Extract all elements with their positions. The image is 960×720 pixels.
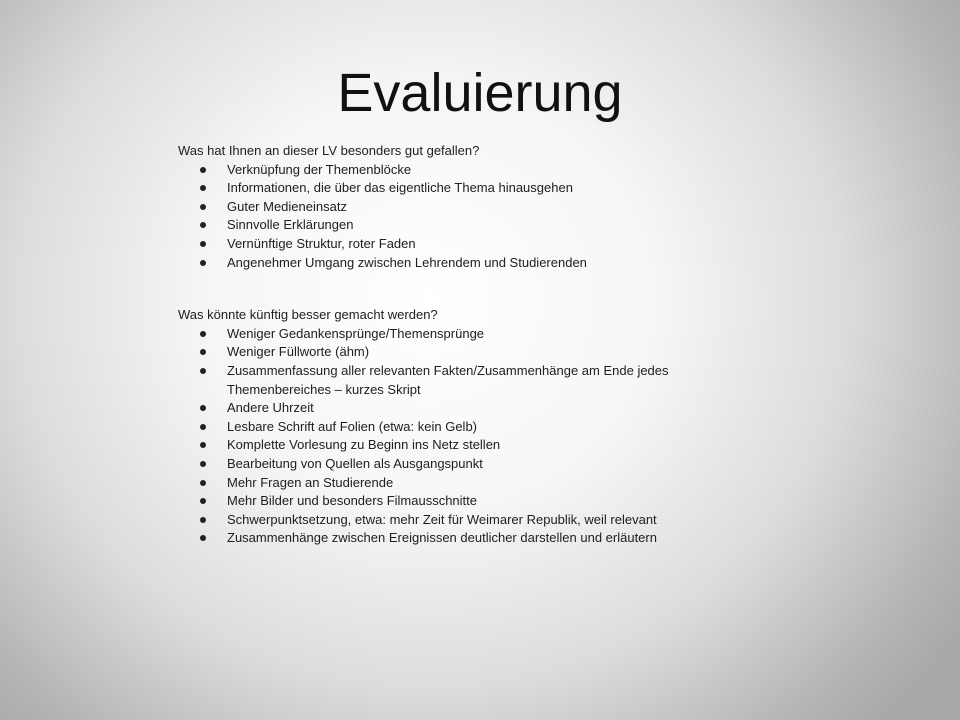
bullet-icon [200,204,206,210]
list-item [178,399,738,418]
list-item [178,254,738,273]
list-item [178,418,738,437]
list-item-text: Bearbeitung von Quellen als Ausgangspunkt [227,455,483,471]
list-item [178,235,738,254]
list-item [178,216,738,235]
list-item-text: Verknüpfung der Themenblöcke [227,161,412,177]
bullet-icon [200,260,206,266]
list-item [178,455,738,474]
bullet-icon [200,517,206,523]
list-item [178,325,738,344]
list-item-text: Zusammenhänge zwischen Ereignissen deutlicher darstellen und erläutern [227,530,657,546]
list-item-text: Informationen, die über das eigentliche Thema hinausgehen [227,180,573,196]
bullet-icon [200,424,206,430]
bullet-icon [200,185,206,191]
list-item-text: Mehr Fragen an Studierende [227,474,394,490]
section-heading: Was könnte künftig besser gemacht werden? [178,307,438,323]
list-item-text: Schwerpunktsetzung, etwa: mehr Zeit für Weimarer Republik, weil relevant [227,511,657,527]
section-positive [178,142,738,272]
list-item [178,198,738,217]
list-item-text: Mehr Bilder und besonders Filmausschnitte [227,493,478,509]
list-item [178,343,738,362]
bullet-icon [200,241,206,247]
bullet-icon [200,167,206,173]
bullet-icon [200,331,206,337]
list-item-text: Sinnvolle Erklärungen [227,217,354,233]
bullet-icon [200,461,206,467]
list-item [178,474,738,493]
bullet-icon [200,222,206,228]
list-item [178,529,738,548]
list-item-text: Guter Medieneinsatz [227,198,347,214]
list-item [178,492,738,511]
bullet-icon [200,349,206,355]
list-item [178,179,738,198]
list-item-text: Andere Uhrzeit [227,400,314,416]
bullet-icon [200,480,206,486]
slide-title: Evaluierung [337,63,623,123]
list-item-text: Weniger Gedankensprünge/Themensprünge [227,325,485,341]
section-heading: Was hat Ihnen an dieser LV besonders gut gefallen? [178,143,480,158]
list-item [178,161,738,180]
list-item-text: Komplette Vorlesung zu Beginn ins Netz stellen [227,437,501,453]
bullet-list [178,161,738,273]
bullet-list [178,325,738,548]
bullet-icon [200,498,206,504]
list-item [178,511,738,530]
list-item [178,362,738,399]
list-item [178,436,738,455]
slide-content [178,142,738,582]
list-item-text: Lesbare Schrift auf Folien (etwa: kein Gelb) [227,418,478,434]
list-item-text: Vernünftige Struktur, roter Faden [227,235,416,251]
section-improvements [178,306,738,548]
bullet-icon [200,405,206,411]
bullet-icon [200,368,206,374]
bullet-icon [200,442,206,448]
bullet-icon [200,535,206,541]
list-item-text: Angenehmer Umgang zwischen Lehrendem und Studierenden [227,254,587,270]
list-item-text: Zusammenfassung aller relevanten Fakten/Zusammenhänge am Ende jedes Themenbereiches – kurzes Skript [227,362,669,397]
list-item-text: Weniger Füllworte (ähm) [227,344,370,360]
